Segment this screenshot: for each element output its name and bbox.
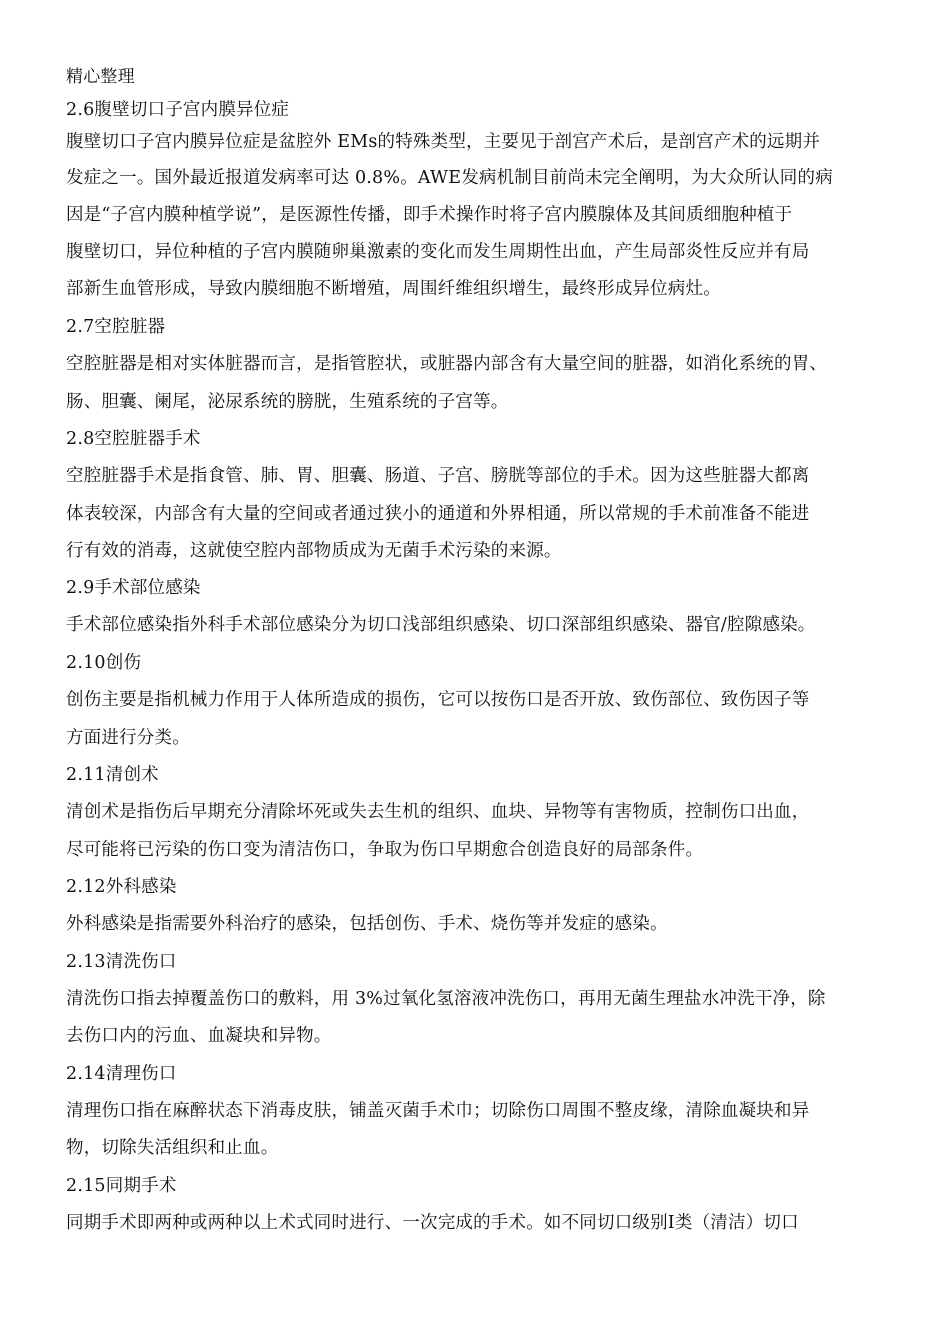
section-heading: 2.14清理伤口 (66, 1064, 177, 1084)
page-header: 精心整理 (66, 67, 135, 87)
section-heading: 2.6腹壁切口子宫内膜异位症 (66, 100, 290, 120)
paragraph-line: 创伤主要是指机械力作用于人体所造成的损伤，它可以按伤口是否开放、致伤部位、致伤因子等 (66, 690, 810, 710)
paragraph-line: 部新生血管形成，导致内膜细胞不断增殖，周围纤维组织增生，最终形成异位病灶。 (66, 279, 721, 299)
section-heading: 2.7空腔脏器 (66, 317, 166, 337)
paragraph-line: 外科感染是指需要外科治疗的感染，包括创伤、手术、烧伤等并发症的感染。 (66, 914, 668, 934)
paragraph-line: 发症之一。国外最近报道发病率可达 0.8%。AWE发病机制目前尚未完全阐明，为大众所认同的病 (66, 168, 833, 188)
section-heading: 2.13清洗伤口 (66, 952, 177, 972)
paragraph-line: 因是“子宫内膜种植学说”，是医源性传播，即手术操作时将子宫内膜腺体及其间质细胞种植于 (66, 205, 793, 225)
section-heading: 2.11清创术 (66, 765, 159, 785)
section-heading: 2.12外科感染 (66, 877, 177, 897)
paragraph-line: 腹壁切口子宫内膜异位症是盆腔外 EMs的特殊类型，主要见于剖宫产术后，是剖宫产术的远期并 (66, 132, 821, 152)
paragraph-line: 体表较深，内部含有大量的空间或者通过狭小的通道和外界相通，所以常规的手术前准备不能进 (66, 504, 810, 524)
paragraph-line: 方面进行分类。 (66, 728, 190, 748)
paragraph-line: 清理伤口指在麻醉状态下消毒皮肤，铺盖灭菌手术巾；切除伤口周围不整皮缘，清除血凝块和异 (66, 1101, 810, 1121)
paragraph-line: 尽可能将已污染的伤口变为清洁伤口，争取为伤口早期愈合创造良好的局部条件。 (66, 840, 704, 860)
paragraph-line: 去伤口内的污血、血凝块和异物。 (66, 1026, 332, 1046)
section-heading: 2.15同期手术 (66, 1176, 177, 1196)
paragraph-line: 肠、胆囊、阑尾，泌尿系统的膀胱，生殖系统的子宫等。 (66, 392, 509, 412)
section-heading: 2.10创伤 (66, 653, 142, 673)
paragraph-line: 空腔脏器手术是指食管、肺、胃、胆囊、肠道、子宫、膀胱等部位的手术。因为这些脏器大都离 (66, 466, 810, 486)
section-heading: 2.8空腔脏器手术 (66, 429, 201, 449)
paragraph-line: 手术部位感染指外科手术部位感染分为切口浅部组织感染、切口深部组织感染、器官/腔隙感染。 (66, 615, 816, 635)
paragraph-line: 行有效的消毒，这就使空腔内部物质成为无菌手术污染的来源。 (66, 541, 562, 561)
paragraph-line: 清洗伤口指去掉覆盖伤口的敷料，用 3%过氧化氢溶液冲洗伤口，再用无菌生理盐水冲洗干净，除 (66, 989, 826, 1009)
paragraph-line: 腹壁切口，异位种植的子宫内膜随卵巢激素的变化而发生周期性出血，产生局部炎性反应并有局 (66, 242, 810, 262)
paragraph-line: 物，切除失活组织和止血。 (66, 1138, 279, 1158)
section-heading: 2.9手术部位感染 (66, 578, 201, 598)
paragraph-line: 清创术是指伤后早期充分清除坏死或失去生机的组织、血块、异物等有害物质，控制伤口出血， (66, 802, 810, 822)
paragraph-line: 空腔脏器是相对实体脏器而言，是指管腔状，或脏器内部含有大量空间的脏器，如消化系统的胃、 (66, 354, 828, 374)
paragraph-line: 同期手术即两种或两种以上术式同时进行、一次完成的手术。如不同切口级别Ⅰ类（清洁）切口 (66, 1213, 799, 1233)
